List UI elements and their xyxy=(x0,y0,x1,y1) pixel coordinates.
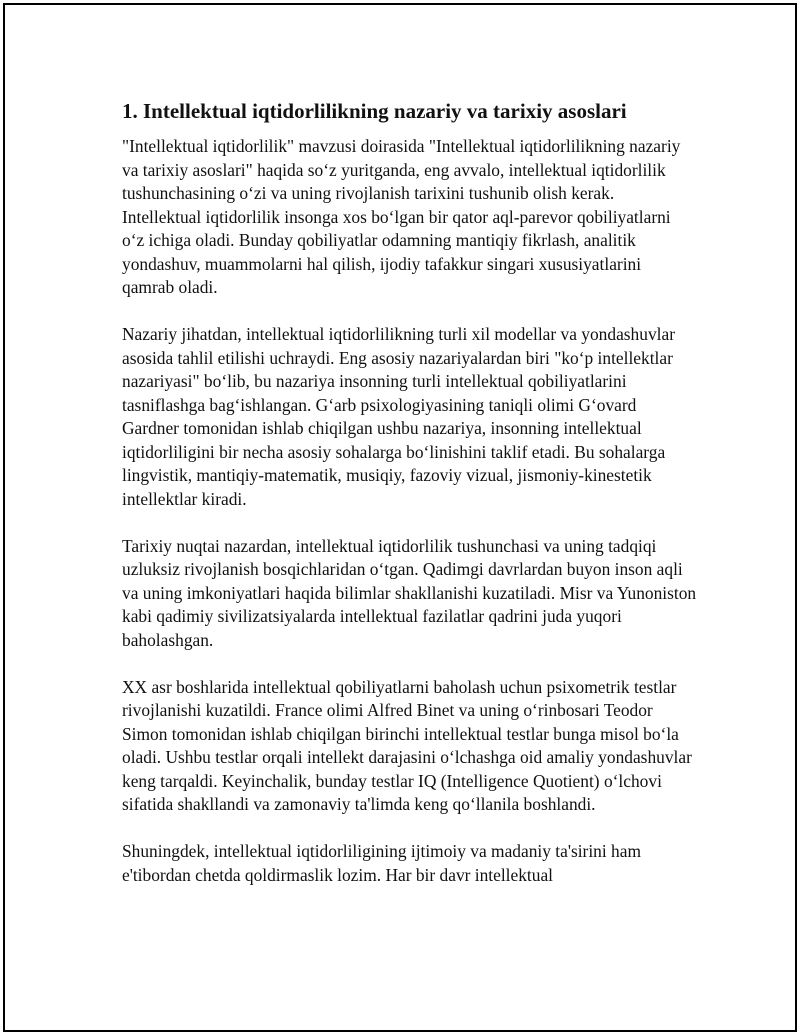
paragraph-1: "Intellektual iqtidorlilik" mavzusi doirasida "Intellektual iqtidorlilikning nazariy va tarixiy asoslari" haqida so‘z yuritganda, eng avvalo, intellektual iqtidorlilik tushunchasining o‘zi va uning rivojlanish tarixini tushunib olish kerak. Intellektual iqtidorlilik insonga xos bo‘lgan bir qator aql-parevor qobiliyatlarni o‘z ichiga oladi. Bunday qobiliyatlar odamning mantiqiy fikrlash, analitik yondashuv, muammolarni hal qilish, ijodiy tafakkur singari xususiyatlarini qamrab oladi. xyxy=(122,136,681,297)
paragraph-2: Nazariy jihatdan, intellektual iqtidorlilikning turli xil modellar va yondashuvlar asosida tahlil etilishi uchraydi. Eng asosiy nazariyalardan biri "ko‘p intellektlar nazariyasi" bo‘lib, bu nazariya insonning turli intellektual qobiliyatlarini tasniflashga bag‘ishlangan. G‘arb psixologiyasining taniqli olimi G‘ovard Gardner tomonidan ishlab chiqilgan ushbu nazariya, insonning intellektual iqtidorliligini bir necha asosiy sohalarga bo‘linishini taklif etadi. Bu sohalarga lingvistik, mantiqiy-matematik, musiqiy, fazoviy vizual, jismoniy-kinestetik intellektlar kiradi. xyxy=(122,324,675,509)
page-frame xyxy=(3,3,797,1032)
paragraph-4: XX asr boshlarida intellektual qobiliyatlarni baholash uchun psixometrik testlar rivojlanishi kuzatildi. France olimi Alfred Binet va uning o‘rinbosari Teodor Simon tomonidan ishlab chiqilgan birinchi intellektual testlar bunga misol bo‘la oladi. Ushbu testlar orqali intellekt darajasini o‘lchashga oid amaliy yondashuvlar keng tarqaldi. Keyinchalik, bunday testlar IQ (Intelligence Quotient) o‘lchovi sifatida shakllandi va zamonaviy ta'limda keng qo‘llanila boshlandi. xyxy=(122,676,692,814)
paragraph-3: Tarixiy nuqtai nazardan, intellektual iqtidorlilik tushunchasi va uning tadqiqi uzluksiz rivojlanish bosqichlaridan o‘tgan. Qadimgi davrlardan buyon inson aqli va uning imkoniyatlari haqida bilimlar shakllanishi kuzatiladi. Misr va Yunoniston kabi qadimiy sivilizatsiyalarda intellektual fazilatlar qadrini juda yuqori baholashgan. xyxy=(122,535,697,650)
section-heading: 1. Intellektual iqtidorlilikning nazariy va tarixiy asoslari xyxy=(122,99,627,123)
paragraph-5: Shuningdek, intellektual iqtidorliligining ijtimoiy va madaniy ta'sirini ham e'tibordan chetda qoldirmaslik lozim. Har bir davr intellektual xyxy=(122,841,641,885)
document-body xyxy=(122,97,697,887)
